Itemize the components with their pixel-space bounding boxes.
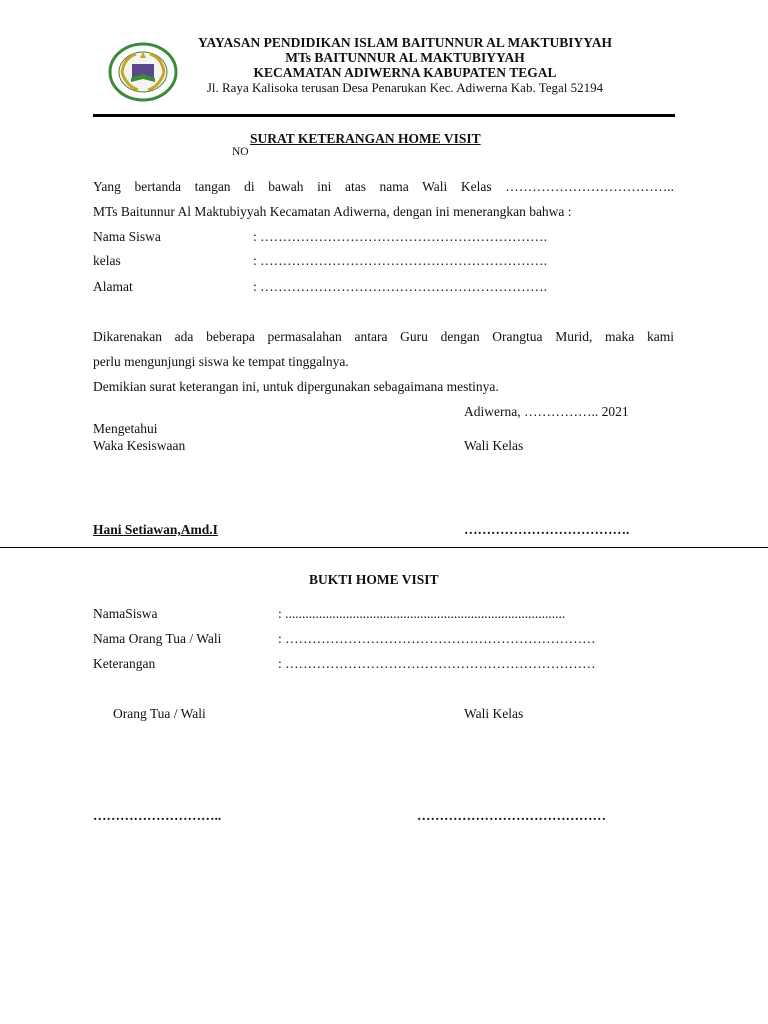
field-label-nama-siswa: Nama Siswa (93, 229, 161, 244)
wali-kelas-signature-line: ………………………………. (464, 522, 630, 537)
intro-line-2: MTs Baitunnur Al Maktubiyyah Kecamatan Adiwerna, dengan ini menerangkan bahwa : (93, 204, 572, 219)
proof-value-keterangan: : …………………………………………………………… (278, 656, 596, 671)
proof-wali-kelas-signature-line: …………………………………… (417, 808, 606, 823)
header-foundation-name: YAYASAN PENDIDIKAN ISLAM BAITUNNUR AL MAKTUBIYYAH (198, 35, 612, 50)
proof-value-orang-tua: : …………………………………………………………… (278, 631, 596, 646)
orang-tua-signature-line: ……………………….. (93, 808, 222, 823)
header-district: KECAMATAN ADIWERNA KABUPATEN TEGAL (253, 65, 557, 80)
reason-line-1: Dikarenakan ada beberapa permasalahan antara Guru dengan Orangtua Murid, maka kami (93, 329, 674, 344)
proof-label-nama-siswa: NamaSiswa (93, 606, 158, 621)
waka-signatory-name: Hani Setiawan,Amd.I (93, 522, 218, 537)
proof-label-keterangan: Keterangan (93, 656, 156, 671)
field-value-kelas: : ………………………………………………………. (253, 253, 548, 268)
proof-label-orang-tua: Nama Orang Tua / Wali (93, 631, 222, 646)
closing-statement: Demikian surat keterangan ini, untuk dipergunakan sebagaimana mestinya. (93, 379, 499, 394)
place-date: Adiwerna, …………….. 2021 (464, 404, 629, 419)
field-value-nama-siswa: : ………………………………………………………. (253, 229, 548, 244)
header-address: Jl. Raya Kalisoka terusan Desa Penarukan Kec. Adiwerna Kab. Tegal 52194 (206, 80, 604, 95)
letter-number-label: NO (232, 146, 249, 158)
section-divider (0, 547, 768, 548)
reason-line-2: perlu mengunjungi siswa ke tempat tinggalnya. (93, 354, 349, 369)
waka-kesiswaan-label: Waka Kesiswaan (93, 438, 186, 453)
header-school-name: MTs BAITUNNUR AL MAKTUBIYYAH (285, 50, 525, 65)
mengetahui-label: Mengetahui (93, 421, 158, 436)
header-divider (93, 114, 675, 117)
proof-value-nama-siswa: : ................................................................................... (278, 606, 566, 621)
proof-title: BUKTI HOME VISIT (309, 572, 439, 587)
proof-wali-kelas-label: Wali Kelas (464, 706, 524, 721)
field-label-kelas: kelas (93, 253, 121, 268)
orang-tua-label: Orang Tua / Wali (113, 706, 206, 721)
letter-title: SURAT KETERANGAN HOME VISIT (250, 131, 481, 146)
field-value-alamat: : ………………………………………………………. (253, 279, 548, 294)
intro-line-1: Yang bertanda tangan di bawah ini atas nama Wali Kelas ……………………………….. (93, 179, 674, 194)
wali-kelas-label: Wali Kelas (464, 438, 524, 453)
field-label-alamat: Alamat (93, 279, 133, 294)
